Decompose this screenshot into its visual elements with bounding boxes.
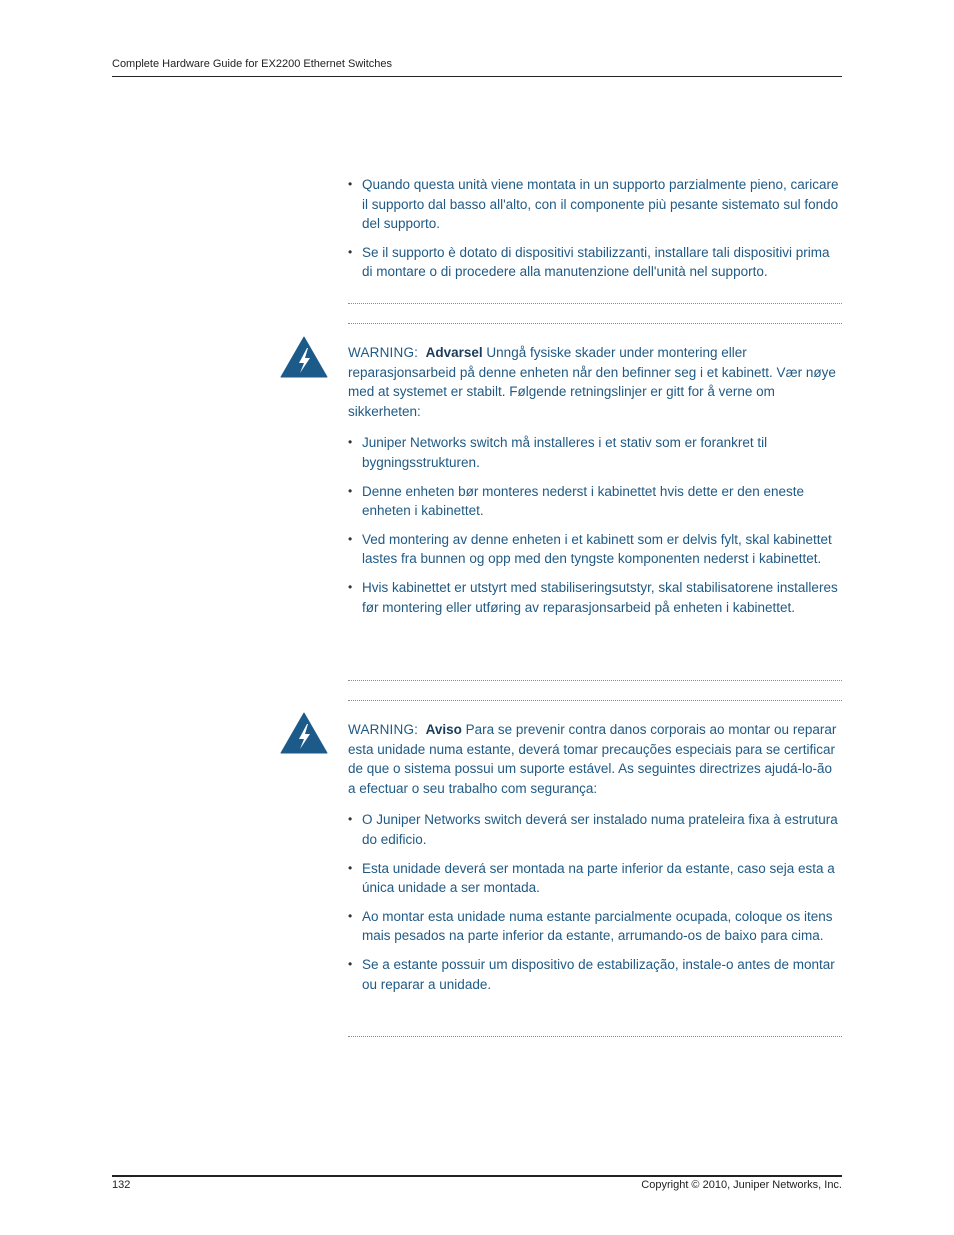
footer-rule — [112, 1175, 842, 1177]
list-item: • Esta unidade deverá ser montada na parte inferior da estante, caso seja esta a única unidade a ser montada. — [348, 860, 835, 896]
divider — [348, 1036, 842, 1037]
list-item: • Se a estante possuir um dispositivo de estabilização, instale-o antes de montar ou reparar a unidade. — [348, 956, 835, 992]
warning-text: Unngå fysiske skader under montering eller reparasjonsarbeid på denne enheten når den befinner seg i et kabinett. Vær nøye med at systemet er stabilt. Følgende retningslinjer er gitt for å verne om sikkerheten: — [348, 345, 836, 419]
divider — [348, 323, 842, 324]
warning-lightning-icon — [280, 336, 328, 378]
warning-title: Advarsel — [425, 345, 483, 360]
divider — [348, 303, 842, 304]
copyright-notice: Copyright © 2010, Juniper Networks, Inc. — [641, 1179, 842, 1191]
warning-title: Aviso — [425, 722, 462, 737]
portuguese-warning — [348, 720, 842, 1003]
header-rule — [112, 76, 842, 77]
divider — [348, 680, 842, 681]
list-item: • Hvis kabinettet er utstyrt med stabiliseringsutstyr, skal stabilisatorene installeres før montering eller utføring av reparasjonsarbeid på enheten i kabinettet. — [348, 579, 838, 615]
list-item: • Denne enheten bør monteres nederst i kabinettet hvis dette er den eneste enheten i kabinettet. — [348, 483, 805, 519]
list-item: • Se il supporto è dotato di dispositivi stabilizzanti, installare tali dispositivi prima di montare o di procedere alla manutenzione dell'unità nel supporto. — [348, 244, 830, 280]
divider — [348, 700, 842, 701]
warning-lightning-icon — [280, 712, 328, 754]
warning-paragraph — [348, 720, 842, 798]
warning-text: Para se prevenir contra danos corporais ao montar ou reparar esta unidade numa estante, deverá tomar precauções especiais para se certificar de que o sistema possui um suporte estável. As seguintes directrizes ajudá-lo-ão a efectuar o seu trabalho com segurança: — [348, 722, 837, 796]
warning-label: WARNING: — [348, 722, 419, 737]
italian-warning-continuation — [348, 175, 842, 291]
norwegian-warning — [348, 343, 842, 626]
list-item: • O Juniper Networks switch deverá ser instalado numa prateleira fixa à estrutura do edificio. — [348, 812, 838, 847]
page-number: 132 — [112, 1179, 131, 1191]
warning-label: WARNING: — [348, 345, 419, 360]
list-item: • Ao montar esta unidade numa estante parcialmente ocupada, coloque os itens mais pesados na parte inferior da estante, arrumando-os de baixo para cima. — [348, 908, 833, 944]
list-item: • Juniper Networks switch må installeres i et stativ som er forankret til bygningsstrukturen. — [348, 435, 768, 470]
running-header: Complete Hardware Guide for EX2200 Ethernet Switches — [112, 58, 393, 70]
warning-paragraph — [348, 343, 842, 421]
list-item: • Ved montering av denne enheten i et kabinett som er delvis fylt, skal kabinettet lastes fra bunnen og opp med den tyngste komponenten nederst i kabinettet. — [348, 531, 832, 567]
list-item: • Quando questa unità viene montata in un supporto parzialmente pieno, caricare il supporto dal basso all'alto, con il componente più pesante sistemato sul fondo del supporto. — [348, 177, 839, 232]
